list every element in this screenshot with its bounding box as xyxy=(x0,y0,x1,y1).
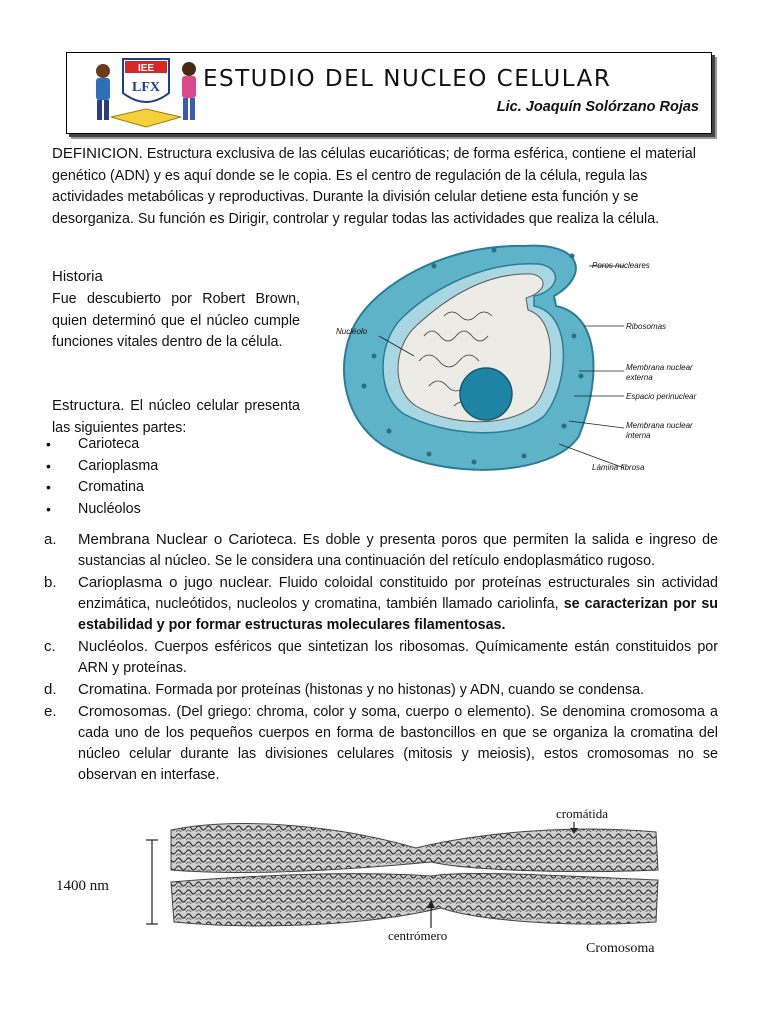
item-term: Cromosomas. xyxy=(78,703,172,720)
definition-label: DEFINICION. xyxy=(52,145,143,162)
centromero-label: centrómero xyxy=(388,928,448,943)
item-text: Formada por proteínas (histonas y no histonas) y ADN, cuando se condensa. xyxy=(151,682,645,698)
label-espacio: Espacio perinuclear xyxy=(626,392,697,401)
label-membrana-interna: Membrana nuclear xyxy=(626,421,693,430)
nucleus-diagram xyxy=(334,236,722,480)
school-logo xyxy=(81,55,211,129)
list-item xyxy=(44,701,718,786)
definition-text: Estructura exclusiva de las células eucarióticas; de forma esférica, contiene el material genético (ADN) y es aquí donde se le copia. Es el centro de regulación de la célula, regula las actividades metabólicas y reproductivas. Durante la división celular detiene esta función y se desorganiza. Su función es Dirigir, controlar y regular todas las actividades que realiza la célula. xyxy=(52,146,696,227)
item-letter: e. xyxy=(44,703,57,720)
list-item: • Carioteca xyxy=(42,434,158,456)
item-letter: d. xyxy=(44,681,57,698)
label-membrana-externa-2: externa xyxy=(626,373,653,382)
item-bold-text: se caracterizan por su estabilidad y por formar estructuras moleculares filamentosas. xyxy=(78,596,718,633)
chromosome-caption: Cromosoma xyxy=(586,941,655,956)
list-item xyxy=(44,679,718,701)
chromosome-diagram xyxy=(46,800,710,958)
item-letter: c. xyxy=(44,638,56,655)
item-letter: a. xyxy=(44,531,57,548)
item-text: (Del griego: chroma, color y soma, cuerpo o elemento). Se denomina cromosoma a cada uno de los pequeños cuerpos en forma de bastoncillos en que se organiza la cromatina del núcleo celular durante las divisiones celulares (mitosis y meiosis), estos cromosomas no se observan en interfase. xyxy=(78,704,718,783)
label-lamina: Lámina fibrosa xyxy=(592,463,645,472)
list-item xyxy=(44,572,718,636)
item-term: Carioplasma o jugo nuclear. xyxy=(78,574,273,591)
item-term: Cromatina. xyxy=(78,681,152,698)
header-box xyxy=(66,52,712,134)
list-item xyxy=(44,636,718,679)
label-membrana-externa: Membrana nuclear xyxy=(626,363,693,372)
label-nucleolo: Nucléolo xyxy=(336,327,368,336)
item-term: Membrana Nuclear o Carioteca. xyxy=(78,531,297,548)
list-item: • Cromatina xyxy=(42,477,158,499)
cromatida-label: cromátida xyxy=(556,806,608,821)
structure-label: Estructura. xyxy=(52,397,125,414)
size-label: 1400 nm xyxy=(56,878,109,894)
item-letter: b. xyxy=(44,574,57,591)
label-ribosomas: Ribosomas xyxy=(626,322,667,331)
definitions-list xyxy=(44,529,718,786)
item-term: Nucléolos. xyxy=(78,638,149,655)
list-item: • Carioplasma xyxy=(42,456,158,478)
logo-text-mid: LFX xyxy=(132,80,160,95)
author: Lic. Joaquín Solórzano Rojas xyxy=(496,99,699,115)
history-title: Historia xyxy=(52,268,103,285)
structure-paragraph xyxy=(52,395,300,439)
item-text: Es doble y presenta poros que permiten la salida e ingreso de sustancias al núcleo. Se le considera una continuación del retículo endoplasmático rugoso. xyxy=(78,532,719,569)
list-item: • Nucléolos xyxy=(42,499,158,521)
item-text: Fluido coloidal constituido por proteínas estructurales sin actividad enzimática, nucleótidos, nucleolos y cromatina, también llamado cariolinfa, xyxy=(78,575,718,612)
logo-text-top: IEE xyxy=(137,63,155,74)
label-poros: Poros nucleares xyxy=(592,261,650,270)
label-membrana-interna-2: interna xyxy=(626,431,651,440)
item-text: Cuerpos esféricos que sintetizan los ribosomas. Químicamente están constituidos por ARN y proteínas. xyxy=(78,639,718,676)
structure-text: El núcleo celular presenta las siguientes partes: xyxy=(52,398,300,436)
page-title: ESTUDIO DEL NUCLEO CELULAR xyxy=(203,66,612,92)
list-item xyxy=(44,529,718,572)
definition-paragraph xyxy=(52,143,718,230)
structure-parts-list xyxy=(42,434,158,520)
history-text: Fue descubierto por Robert Brown, quien determinó que el núcleo cumple funciones vitales dentro de la célula. xyxy=(52,291,300,350)
